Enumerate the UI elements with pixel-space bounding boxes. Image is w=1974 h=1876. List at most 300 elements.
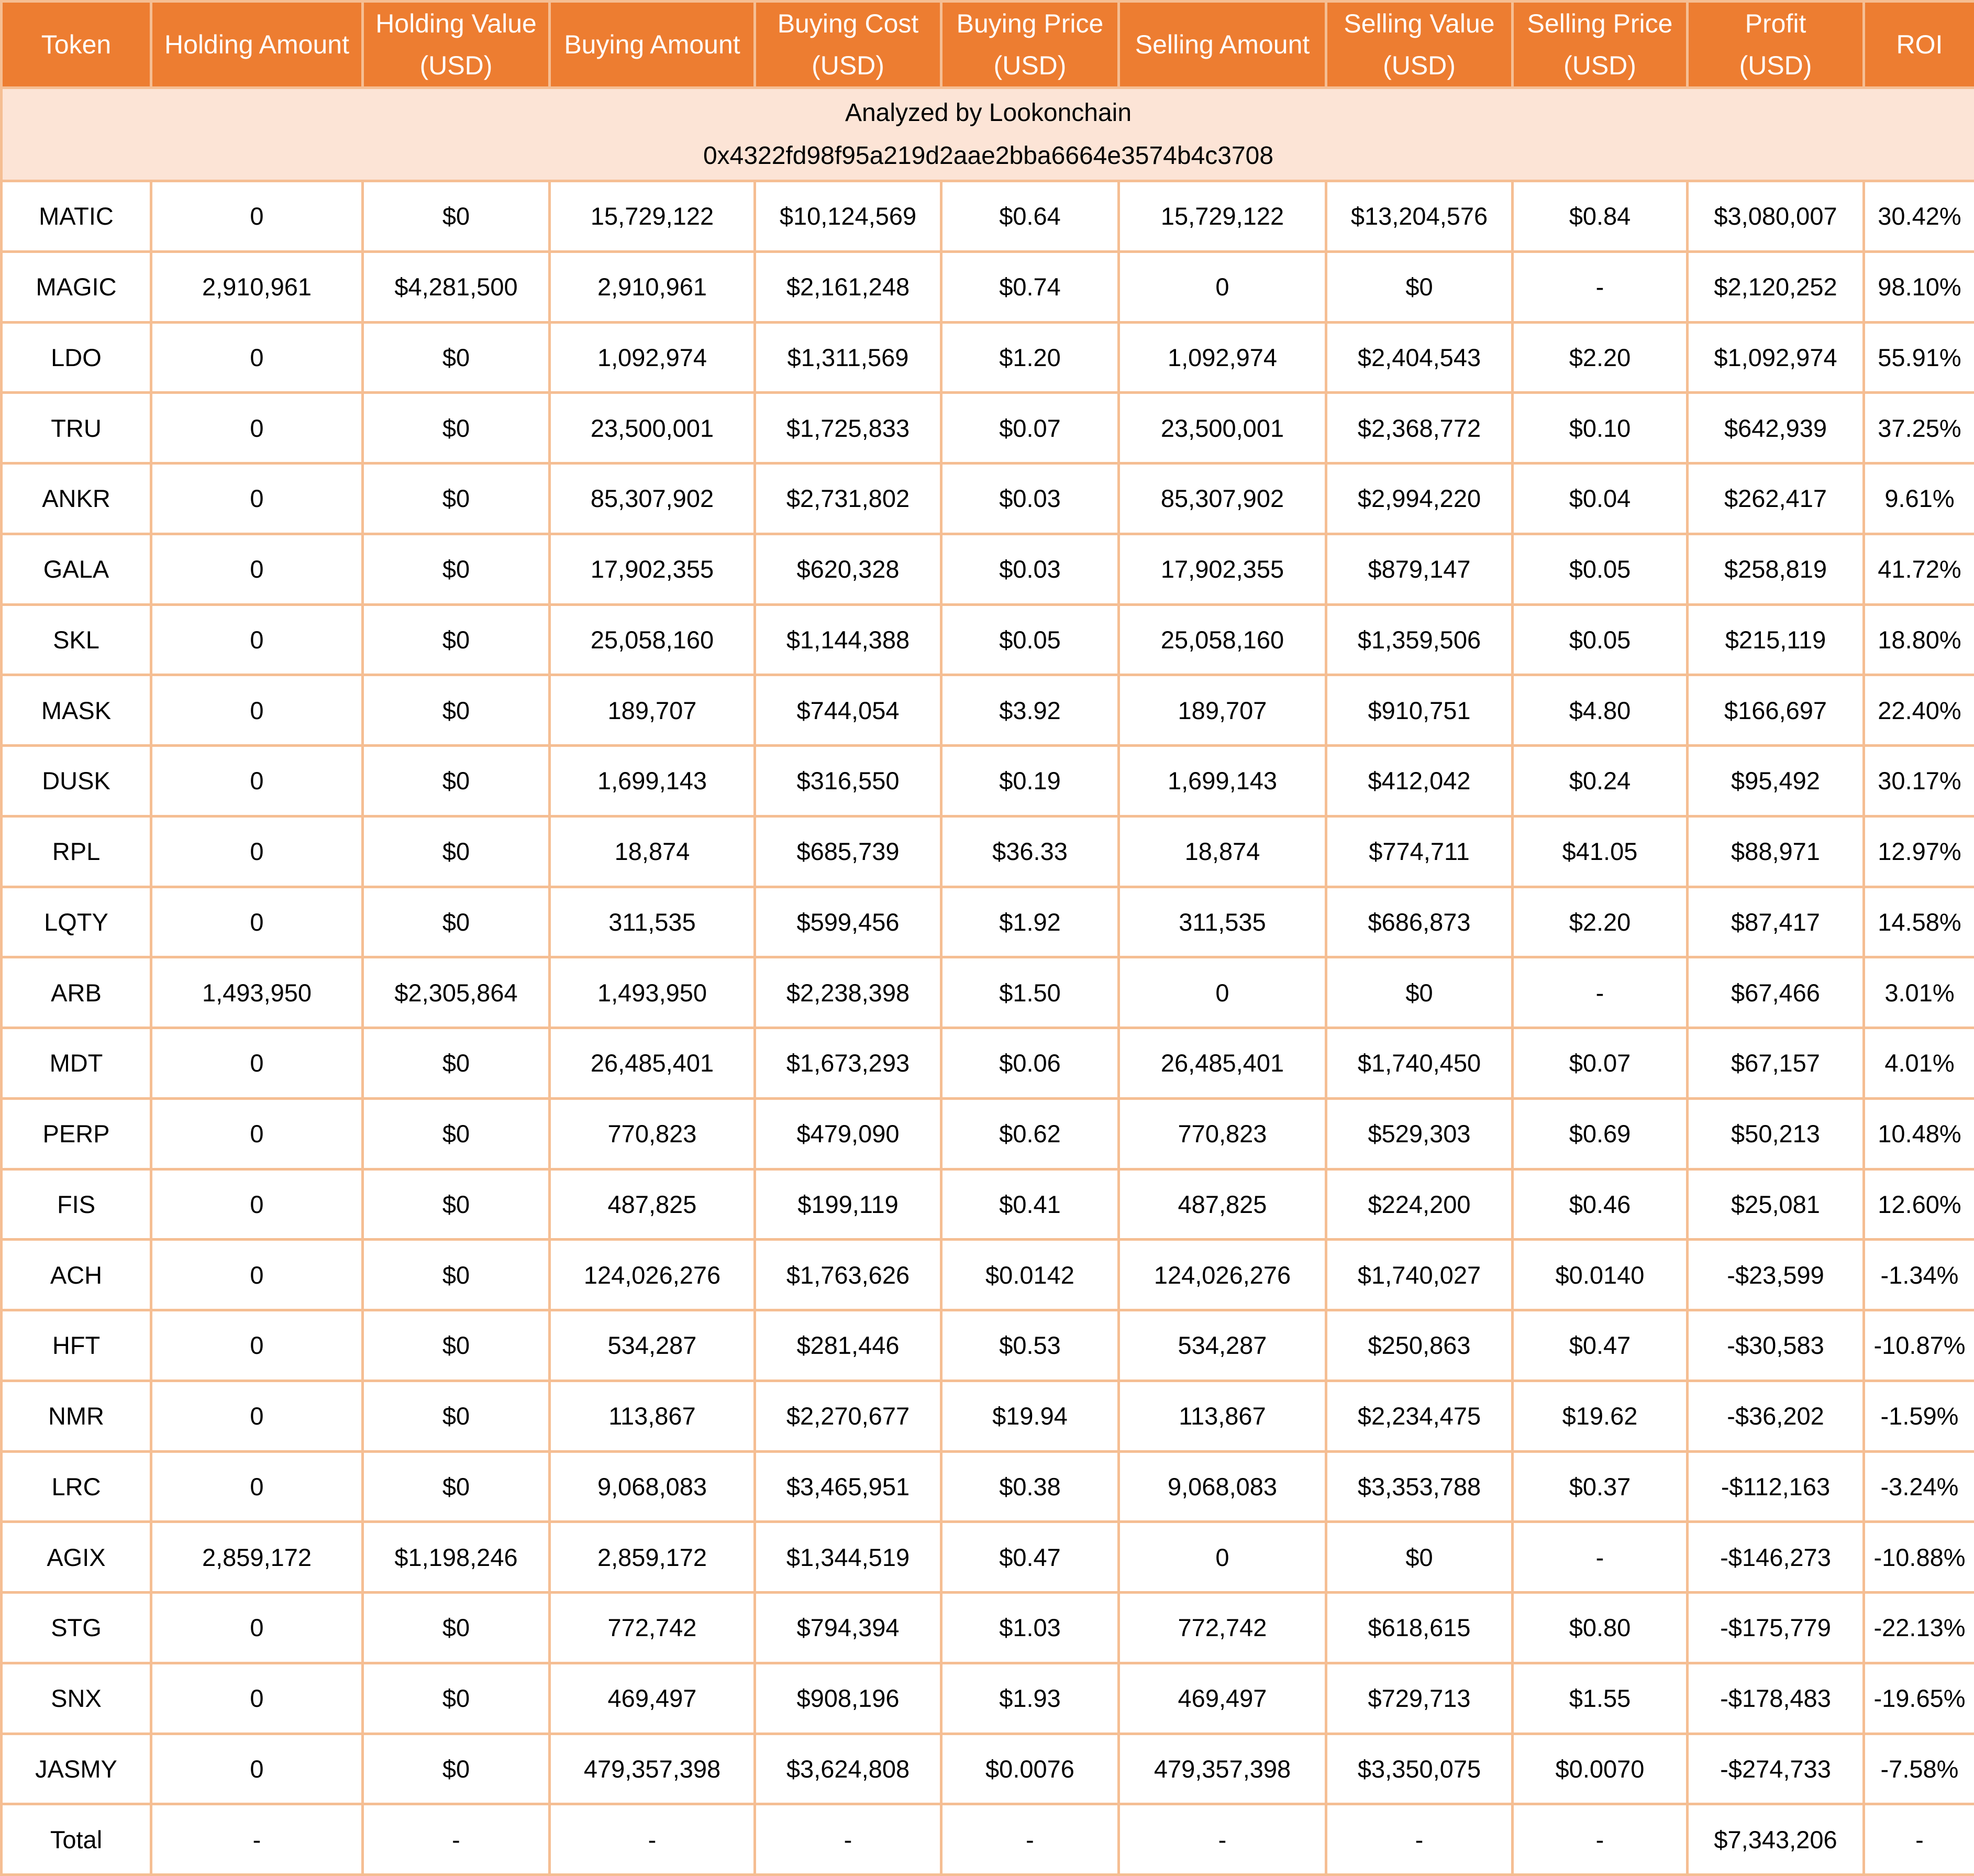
value-cell: $224,200 — [1326, 1169, 1513, 1240]
value-cell: 534,287 — [550, 1310, 755, 1381]
value-cell: $0.41 — [941, 1169, 1119, 1240]
value-cell: $910,751 — [1326, 675, 1513, 746]
value-cell: $744,054 — [755, 675, 941, 746]
value-cell: 0 — [151, 393, 363, 464]
value-cell: $0 — [363, 816, 550, 887]
value-cell: -7.58% — [1864, 1734, 1974, 1804]
value-cell: $36.33 — [941, 816, 1119, 887]
token-cell: NMR — [2, 1381, 151, 1451]
value-cell: 1,493,950 — [550, 957, 755, 1028]
value-cell: 2,910,961 — [550, 251, 755, 322]
value-cell: $0.05 — [1513, 534, 1688, 604]
value-cell: 37.25% — [1864, 393, 1974, 464]
value-cell: $2,404,543 — [1326, 322, 1513, 393]
table-row-matic — [2, 181, 1974, 252]
value-cell: $1,198,246 — [363, 1522, 550, 1593]
value-cell: $2,731,802 — [755, 464, 941, 534]
value-cell: - — [1513, 1522, 1688, 1593]
value-cell: $0.07 — [941, 393, 1119, 464]
table-row-perp — [2, 1098, 1974, 1169]
value-cell: $1,673,293 — [755, 1028, 941, 1099]
table-row-total — [2, 1804, 1974, 1875]
value-cell: $0 — [363, 1381, 550, 1451]
value-cell: 124,026,276 — [550, 1240, 755, 1310]
value-cell: 0 — [1119, 251, 1326, 322]
value-cell: 22.40% — [1864, 675, 1974, 746]
value-cell: $250,863 — [1326, 1310, 1513, 1381]
token-cell: MAGIC — [2, 251, 151, 322]
value-cell: $0 — [363, 1593, 550, 1663]
banner-wallet-address: 0x4322fd98f95a219d2aae2bba6664e3574b4c3708 — [3, 135, 1974, 178]
value-cell: $281,446 — [755, 1310, 941, 1381]
value-cell: -$146,273 — [1688, 1522, 1864, 1593]
value-cell: $2,305,864 — [363, 957, 550, 1028]
header-row — [2, 2, 1974, 88]
token-cell: ACH — [2, 1240, 151, 1310]
value-cell: $4,281,500 — [363, 251, 550, 322]
value-cell: 0 — [151, 181, 363, 252]
value-cell: $0 — [363, 1240, 550, 1310]
value-cell: 0 — [151, 816, 363, 887]
value-cell: - — [1513, 251, 1688, 322]
value-cell: $620,328 — [755, 534, 941, 604]
value-cell: $642,939 — [1688, 393, 1864, 464]
value-cell: 311,535 — [550, 887, 755, 957]
value-cell: $0.46 — [1513, 1169, 1688, 1240]
value-cell: $19.62 — [1513, 1381, 1688, 1451]
value-cell: -$175,779 — [1688, 1593, 1864, 1663]
value-cell: $686,873 — [1326, 887, 1513, 957]
value-cell: 0 — [151, 746, 363, 816]
table-row-jasmy — [2, 1734, 1974, 1804]
token-cell: SKL — [2, 604, 151, 675]
value-cell: $0.05 — [1513, 604, 1688, 675]
token-cell: MDT — [2, 1028, 151, 1099]
value-cell: $0.84 — [1513, 181, 1688, 252]
value-cell: $0 — [363, 1451, 550, 1522]
value-cell: $0.69 — [1513, 1098, 1688, 1169]
value-cell: 10.48% — [1864, 1098, 1974, 1169]
column-header-buying-cost: Buying Cost (USD) — [755, 2, 941, 88]
value-cell: $1,344,519 — [755, 1522, 941, 1593]
column-header-selling-amount: Selling Amount — [1119, 2, 1326, 88]
value-cell: 0 — [151, 464, 363, 534]
value-cell: 17,902,355 — [1119, 534, 1326, 604]
table-row-lrc — [2, 1451, 1974, 1522]
token-cell: FIS — [2, 1169, 151, 1240]
value-cell: - — [363, 1804, 550, 1875]
value-cell: -3.24% — [1864, 1451, 1974, 1522]
value-cell: -22.13% — [1864, 1593, 1974, 1663]
value-cell: $3,350,075 — [1326, 1734, 1513, 1804]
table-row-agix — [2, 1522, 1974, 1593]
value-cell: $1,311,569 — [755, 322, 941, 393]
value-cell: $0 — [363, 1734, 550, 1804]
table-row-skl — [2, 604, 1974, 675]
value-cell: -$36,202 — [1688, 1381, 1864, 1451]
value-cell: 12.60% — [1864, 1169, 1974, 1240]
value-cell: -10.88% — [1864, 1522, 1974, 1593]
value-cell: $0.03 — [941, 534, 1119, 604]
value-cell: $2.20 — [1513, 322, 1688, 393]
value-cell: 18.80% — [1864, 604, 1974, 675]
column-header-selling-price: Selling Price (USD) — [1513, 2, 1688, 88]
value-cell: $618,615 — [1326, 1593, 1513, 1663]
analysis-banner — [2, 88, 1974, 181]
value-cell: $19.94 — [941, 1381, 1119, 1451]
value-cell: 0 — [1119, 957, 1326, 1028]
token-cell: LDO — [2, 322, 151, 393]
value-cell: $2,368,772 — [1326, 393, 1513, 464]
value-cell: 189,707 — [550, 675, 755, 746]
value-cell: 15,729,122 — [550, 181, 755, 252]
token-cell: MATIC — [2, 181, 151, 252]
value-cell: 2,910,961 — [151, 251, 363, 322]
value-cell: $87,417 — [1688, 887, 1864, 957]
value-cell: -$274,733 — [1688, 1734, 1864, 1804]
token-cell: PERP — [2, 1098, 151, 1169]
value-cell: $2.20 — [1513, 887, 1688, 957]
value-cell: $0.47 — [941, 1522, 1119, 1593]
value-cell: 469,497 — [550, 1663, 755, 1734]
value-cell: $529,303 — [1326, 1098, 1513, 1169]
table-row-stg — [2, 1593, 1974, 1663]
value-cell: -$30,583 — [1688, 1310, 1864, 1381]
value-cell: $0.07 — [1513, 1028, 1688, 1099]
value-cell: $599,456 — [755, 887, 941, 957]
column-header-selling-value: Selling Value (USD) — [1326, 2, 1513, 88]
value-cell: 23,500,001 — [1119, 393, 1326, 464]
value-cell: 18,874 — [550, 816, 755, 887]
value-cell: $685,739 — [755, 816, 941, 887]
value-cell: $2,120,252 — [1688, 251, 1864, 322]
value-cell: 4.01% — [1864, 1028, 1974, 1099]
value-cell: $0 — [1326, 957, 1513, 1028]
value-cell: $0.47 — [1513, 1310, 1688, 1381]
value-cell: 479,357,398 — [550, 1734, 755, 1804]
value-cell: 85,307,902 — [1119, 464, 1326, 534]
value-cell: $25,081 — [1688, 1169, 1864, 1240]
analysis-banner-row — [2, 88, 1974, 181]
value-cell: $0 — [363, 746, 550, 816]
table-row-ach — [2, 1240, 1974, 1310]
value-cell: 55.91% — [1864, 322, 1974, 393]
value-cell: 479,357,398 — [1119, 1734, 1326, 1804]
value-cell: 1,699,143 — [550, 746, 755, 816]
token-cell: Total — [2, 1804, 151, 1875]
value-cell: $0.03 — [941, 464, 1119, 534]
token-cell: GALA — [2, 534, 151, 604]
value-cell: 0 — [151, 1169, 363, 1240]
value-cell: 14.58% — [1864, 887, 1974, 957]
value-cell: 9,068,083 — [1119, 1451, 1326, 1522]
token-cell: RPL — [2, 816, 151, 887]
value-cell: $0.80 — [1513, 1593, 1688, 1663]
value-cell: $0 — [1326, 1522, 1513, 1593]
value-cell: - — [941, 1804, 1119, 1875]
value-cell: $0.10 — [1513, 393, 1688, 464]
value-cell: 189,707 — [1119, 675, 1326, 746]
value-cell: 0 — [151, 1310, 363, 1381]
table-body — [2, 88, 1974, 1875]
value-cell: $1.20 — [941, 322, 1119, 393]
value-cell: 23,500,001 — [550, 393, 755, 464]
value-cell: $0 — [363, 1310, 550, 1381]
value-cell: 0 — [151, 1663, 363, 1734]
value-cell: $0 — [363, 322, 550, 393]
value-cell: 0 — [151, 604, 363, 675]
value-cell: -1.59% — [1864, 1381, 1974, 1451]
value-cell: $412,042 — [1326, 746, 1513, 816]
value-cell: $0 — [1326, 251, 1513, 322]
value-cell: $1,763,626 — [755, 1240, 941, 1310]
token-cell: JASMY — [2, 1734, 151, 1804]
value-cell: $0 — [363, 887, 550, 957]
token-cell: MASK — [2, 675, 151, 746]
value-cell: $1.03 — [941, 1593, 1119, 1663]
value-cell: -19.65% — [1864, 1663, 1974, 1734]
column-header-holding-value: Holding Value (USD) — [363, 2, 550, 88]
value-cell: $0.74 — [941, 251, 1119, 322]
table-row-fis — [2, 1169, 1974, 1240]
value-cell: $879,147 — [1326, 534, 1513, 604]
value-cell: - — [1119, 1804, 1326, 1875]
table-row-gala — [2, 534, 1974, 604]
value-cell: $4.80 — [1513, 675, 1688, 746]
value-cell: 0 — [151, 675, 363, 746]
table-row-nmr — [2, 1381, 1974, 1451]
table-row-ldo — [2, 322, 1974, 393]
value-cell: $1.55 — [1513, 1663, 1688, 1734]
value-cell: $50,213 — [1688, 1098, 1864, 1169]
value-cell: 534,287 — [1119, 1310, 1326, 1381]
value-cell: $1,740,027 — [1326, 1240, 1513, 1310]
value-cell: - — [755, 1804, 941, 1875]
value-cell: 9,068,083 — [550, 1451, 755, 1522]
value-cell: $10,124,569 — [755, 181, 941, 252]
value-cell: $0 — [363, 393, 550, 464]
value-cell: $7,343,206 — [1688, 1804, 1864, 1875]
value-cell: -$112,163 — [1688, 1451, 1864, 1522]
value-cell: $67,466 — [1688, 957, 1864, 1028]
value-cell: $0.0140 — [1513, 1240, 1688, 1310]
value-cell: 41.72% — [1864, 534, 1974, 604]
value-cell: $166,697 — [1688, 675, 1864, 746]
table-row-ankr — [2, 464, 1974, 534]
value-cell: $0.37 — [1513, 1451, 1688, 1522]
column-header-token: Token — [2, 2, 151, 88]
column-header-holding-amount: Holding Amount — [151, 2, 363, 88]
value-cell: 25,058,160 — [550, 604, 755, 675]
value-cell: 487,825 — [550, 1169, 755, 1240]
value-cell: $1.50 — [941, 957, 1119, 1028]
value-cell: 9.61% — [1864, 464, 1974, 534]
table-row-arb — [2, 957, 1974, 1028]
value-cell: $0.19 — [941, 746, 1119, 816]
value-cell: $215,119 — [1688, 604, 1864, 675]
value-cell: $1.93 — [941, 1663, 1119, 1734]
banner-title: Analyzed by Lookonchain — [3, 92, 1974, 135]
value-cell: $41.05 — [1513, 816, 1688, 887]
value-cell: $2,234,475 — [1326, 1381, 1513, 1451]
value-cell: 0 — [151, 1098, 363, 1169]
table-row-tru — [2, 393, 1974, 464]
column-header-roi: ROI — [1864, 2, 1974, 88]
value-cell: $3,465,951 — [755, 1451, 941, 1522]
value-cell: 770,823 — [1119, 1098, 1326, 1169]
value-cell: $1,092,974 — [1688, 322, 1864, 393]
value-cell: $0 — [363, 181, 550, 252]
value-cell: $262,417 — [1688, 464, 1864, 534]
value-cell: 12.97% — [1864, 816, 1974, 887]
value-cell: 1,493,950 — [151, 957, 363, 1028]
value-cell: $0.64 — [941, 181, 1119, 252]
value-cell: $67,157 — [1688, 1028, 1864, 1099]
value-cell: 30.17% — [1864, 746, 1974, 816]
value-cell: $908,196 — [755, 1663, 941, 1734]
table-row-mask — [2, 675, 1974, 746]
token-cell: LQTY — [2, 887, 151, 957]
value-cell: $3.92 — [941, 675, 1119, 746]
value-cell: 0 — [151, 322, 363, 393]
token-cell: LRC — [2, 1451, 151, 1522]
value-cell: 772,742 — [550, 1593, 755, 1663]
value-cell: $0 — [363, 675, 550, 746]
value-cell: $0 — [363, 464, 550, 534]
value-cell: 113,867 — [1119, 1381, 1326, 1451]
value-cell: 0 — [151, 1381, 363, 1451]
value-cell: 0 — [151, 1451, 363, 1522]
value-cell: $88,971 — [1688, 816, 1864, 887]
value-cell: 0 — [151, 534, 363, 604]
value-cell: 85,307,902 — [550, 464, 755, 534]
value-cell: 1,699,143 — [1119, 746, 1326, 816]
value-cell: $1,740,450 — [1326, 1028, 1513, 1099]
value-cell: $3,080,007 — [1688, 181, 1864, 252]
value-cell: $3,624,808 — [755, 1734, 941, 1804]
value-cell: 26,485,401 — [550, 1028, 755, 1099]
table-row-mdt — [2, 1028, 1974, 1099]
token-cell: SNX — [2, 1663, 151, 1734]
value-cell: $2,994,220 — [1326, 464, 1513, 534]
value-cell: $0.05 — [941, 604, 1119, 675]
value-cell: $0 — [363, 534, 550, 604]
value-cell: 15,729,122 — [1119, 181, 1326, 252]
value-cell: $0.62 — [941, 1098, 1119, 1169]
value-cell: 3.01% — [1864, 957, 1974, 1028]
value-cell: 26,485,401 — [1119, 1028, 1326, 1099]
value-cell: $1,725,833 — [755, 393, 941, 464]
value-cell: - — [1513, 1804, 1688, 1875]
value-cell: $1,144,388 — [755, 604, 941, 675]
value-cell: - — [1864, 1804, 1974, 1875]
value-cell: 772,742 — [1119, 1593, 1326, 1663]
value-cell: $13,204,576 — [1326, 181, 1513, 252]
value-cell: $729,713 — [1326, 1663, 1513, 1734]
value-cell: $95,492 — [1688, 746, 1864, 816]
value-cell: $479,090 — [755, 1098, 941, 1169]
value-cell: 0 — [151, 1240, 363, 1310]
value-cell: $774,711 — [1326, 816, 1513, 887]
token-cell: HFT — [2, 1310, 151, 1381]
value-cell: $0.0142 — [941, 1240, 1119, 1310]
value-cell: $0.0070 — [1513, 1734, 1688, 1804]
table-row-magic — [2, 251, 1974, 322]
value-cell: 18,874 — [1119, 816, 1326, 887]
value-cell: - — [151, 1804, 363, 1875]
table-row-lqty — [2, 887, 1974, 957]
value-cell: 124,026,276 — [1119, 1240, 1326, 1310]
value-cell: $0.04 — [1513, 464, 1688, 534]
value-cell: $2,161,248 — [755, 251, 941, 322]
value-cell: $199,119 — [755, 1169, 941, 1240]
column-header-profit: Profit (USD) — [1688, 2, 1864, 88]
value-cell: $3,353,788 — [1326, 1451, 1513, 1522]
value-cell: $1.92 — [941, 887, 1119, 957]
value-cell: 1,092,974 — [550, 322, 755, 393]
table-row-rpl — [2, 816, 1974, 887]
value-cell: 30.42% — [1864, 181, 1974, 252]
value-cell: $0 — [363, 1028, 550, 1099]
value-cell: $2,238,398 — [755, 957, 941, 1028]
value-cell: $0.53 — [941, 1310, 1119, 1381]
value-cell: 770,823 — [550, 1098, 755, 1169]
value-cell: 2,859,172 — [151, 1522, 363, 1593]
value-cell: $0 — [363, 1663, 550, 1734]
value-cell: 0 — [151, 887, 363, 957]
value-cell: $2,270,677 — [755, 1381, 941, 1451]
value-cell: 0 — [1119, 1522, 1326, 1593]
value-cell: -1.34% — [1864, 1240, 1974, 1310]
token-cell: AGIX — [2, 1522, 151, 1593]
value-cell: - — [550, 1804, 755, 1875]
value-cell: $0.06 — [941, 1028, 1119, 1099]
value-cell: 487,825 — [1119, 1169, 1326, 1240]
value-cell: $0.24 — [1513, 746, 1688, 816]
value-cell: 0 — [151, 1734, 363, 1804]
value-cell: $316,550 — [755, 746, 941, 816]
value-cell: 2,859,172 — [550, 1522, 755, 1593]
value-cell: - — [1513, 957, 1688, 1028]
value-cell: $794,394 — [755, 1593, 941, 1663]
value-cell: 98.10% — [1864, 251, 1974, 322]
value-cell: 0 — [151, 1593, 363, 1663]
column-header-buying-amount: Buying Amount — [550, 2, 755, 88]
value-cell: 1,092,974 — [1119, 322, 1326, 393]
token-cell: TRU — [2, 393, 151, 464]
token-cell: DUSK — [2, 746, 151, 816]
value-cell: -$23,599 — [1688, 1240, 1864, 1310]
value-cell: $0.0076 — [941, 1734, 1119, 1804]
value-cell: 17,902,355 — [550, 534, 755, 604]
value-cell: $0 — [363, 1098, 550, 1169]
value-cell: 469,497 — [1119, 1663, 1326, 1734]
value-cell: 311,535 — [1119, 887, 1326, 957]
value-cell: 0 — [151, 1028, 363, 1099]
value-cell: $0 — [363, 604, 550, 675]
value-cell: $258,819 — [1688, 534, 1864, 604]
token-cell: STG — [2, 1593, 151, 1663]
value-cell: -10.87% — [1864, 1310, 1974, 1381]
value-cell: 113,867 — [550, 1381, 755, 1451]
table-row-snx — [2, 1663, 1974, 1734]
token-cell: ARB — [2, 957, 151, 1028]
table-row-hft — [2, 1310, 1974, 1381]
value-cell: $0 — [363, 1169, 550, 1240]
token-cell: ANKR — [2, 464, 151, 534]
value-cell: $0.38 — [941, 1451, 1119, 1522]
value-cell: -$178,483 — [1688, 1663, 1864, 1734]
